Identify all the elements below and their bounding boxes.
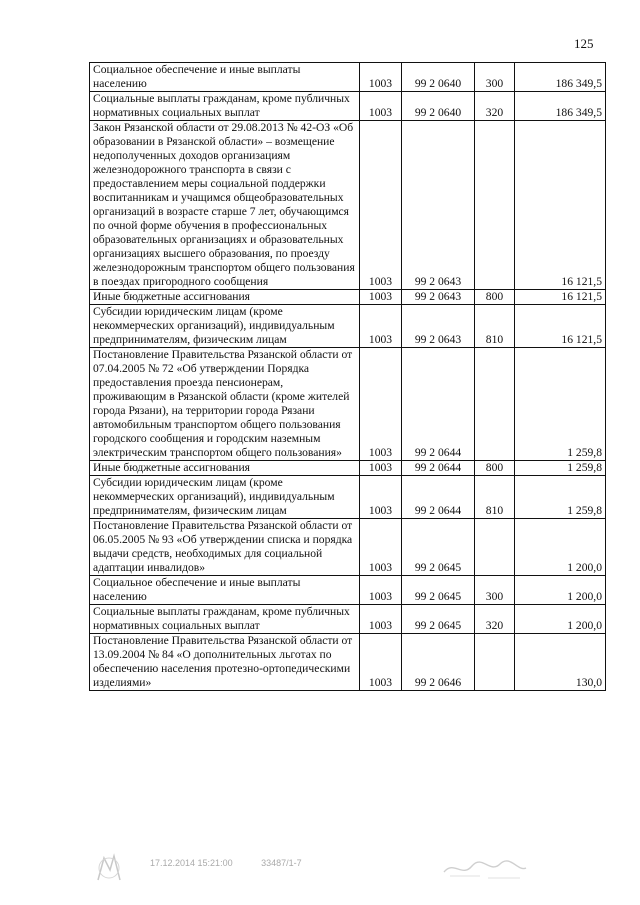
row-section: 1003	[360, 461, 402, 476]
row-code: 99 2 0646	[402, 634, 475, 691]
row-code: 99 2 0644	[402, 461, 475, 476]
row-name: Иные бюджетные ассигнования	[90, 290, 360, 305]
row-type: 300	[475, 576, 515, 605]
row-name: Закон Рязанской области от 29.08.2013 № 42-ОЗ «Об образовании в Рязанской области» – возмещение недополученных доходов организациям железнодорожного транспорта в связи с предоставлением меры социальной поддержки воспитанникам и учащимся общеобразовательных организаций в возрасте старше 7 лет, обучающимся по очной форме обучения в профессиональных образовательных организациях и образовательных организациях высшего образования, по проезду железнодорожным транспортом общего пользования в поездах пригородного сообщения	[90, 121, 360, 290]
table-row	[90, 63, 606, 92]
row-name: Субсидии юридическим лицам (кроме некоммерческих организаций), индивидуальным предпринимателям, физическим лицам	[90, 476, 360, 519]
row-type: 300	[475, 63, 515, 92]
row-type: 800	[475, 290, 515, 305]
row-sum: 1 259,8	[515, 348, 606, 461]
row-type: 320	[475, 605, 515, 634]
row-code: 99 2 0640	[402, 63, 475, 92]
row-type: 810	[475, 476, 515, 519]
row-type	[475, 121, 515, 290]
row-code: 99 2 0644	[402, 348, 475, 461]
row-name: Социальные выплаты гражданам, кроме публичных нормативных социальных выплат	[90, 92, 360, 121]
row-type	[475, 634, 515, 691]
row-section: 1003	[360, 348, 402, 461]
table-row	[90, 634, 606, 691]
row-type: 810	[475, 305, 515, 348]
row-code: 99 2 0640	[402, 92, 475, 121]
row-name: Постановление Правительства Рязанской области от 06.05.2005 № 93 «Об утверждении списка и порядка выдачи средств, необходимых для социальной адаптации инвалидов»	[90, 519, 360, 576]
row-sum: 186 349,5	[515, 63, 606, 92]
row-sum: 130,0	[515, 634, 606, 691]
footer	[150, 858, 328, 868]
row-code: 99 2 0643	[402, 305, 475, 348]
row-section: 1003	[360, 476, 402, 519]
stamp-icon	[92, 850, 126, 886]
row-code: 99 2 0645	[402, 576, 475, 605]
table-row	[90, 92, 606, 121]
row-section: 1003	[360, 605, 402, 634]
page-number: 125	[574, 36, 594, 51]
footer-timestamp: 17.12.2014 15:21:00	[150, 858, 233, 868]
row-section: 1003	[360, 290, 402, 305]
table-row	[90, 290, 606, 305]
table-row	[90, 576, 606, 605]
row-name: Постановление Правительства Рязанской области от 13.09.2004 № 84 «О дополнительных льготах по обеспечению населения протезно-ортопедическими изделиями»	[90, 634, 360, 691]
table-row	[90, 348, 606, 461]
row-sum: 1 200,0	[515, 519, 606, 576]
row-name: Субсидии юридическим лицам (кроме некоммерческих организаций), индивидуальным предпринимателям, физическим лицам	[90, 305, 360, 348]
row-sum: 16 121,5	[515, 290, 606, 305]
row-section: 1003	[360, 634, 402, 691]
table-row	[90, 121, 606, 290]
row-type: 800	[475, 461, 515, 476]
row-sum: 1 200,0	[515, 605, 606, 634]
row-section: 1003	[360, 92, 402, 121]
signature-icon	[440, 854, 530, 882]
row-sum: 16 121,5	[515, 305, 606, 348]
table-row	[90, 305, 606, 348]
row-code: 99 2 0643	[402, 121, 475, 290]
row-sum: 1 259,8	[515, 476, 606, 519]
row-name: Социальное обеспечение и иные выплаты населению	[90, 576, 360, 605]
table-row	[90, 476, 606, 519]
table-row	[90, 461, 606, 476]
row-sum: 186 349,5	[515, 92, 606, 121]
row-name: Постановление Правительства Рязанской области от 07.04.2005 № 72 «Об утверждении Порядка предоставления проезда пенсионерам, проживающим в Рязанской области (кроме жителей города Рязани), на территории города Рязани автомобильным транспортом общего пользования городского сообщения и городским наземным электрическим транспортом общего пользования»	[90, 348, 360, 461]
row-type	[475, 519, 515, 576]
row-sum: 1 259,8	[515, 461, 606, 476]
row-sum: 16 121,5	[515, 121, 606, 290]
table-row	[90, 605, 606, 634]
budget-table	[89, 62, 606, 691]
row-section: 1003	[360, 63, 402, 92]
row-code: 99 2 0644	[402, 476, 475, 519]
row-section: 1003	[360, 576, 402, 605]
row-type: 320	[475, 92, 515, 121]
row-name: Социальное обеспечение и иные выплаты населению	[90, 63, 360, 92]
row-section: 1003	[360, 305, 402, 348]
row-code: 99 2 0643	[402, 290, 475, 305]
row-type	[475, 348, 515, 461]
row-section: 1003	[360, 519, 402, 576]
table-row	[90, 519, 606, 576]
row-code: 99 2 0645	[402, 519, 475, 576]
row-name: Социальные выплаты гражданам, кроме публичных нормативных социальных выплат	[90, 605, 360, 634]
row-code: 99 2 0645	[402, 605, 475, 634]
row-sum: 1 200,0	[515, 576, 606, 605]
row-name: Иные бюджетные ассигнования	[90, 461, 360, 476]
footer-doc-id: 33487/1-7	[261, 858, 302, 868]
row-section: 1003	[360, 121, 402, 290]
